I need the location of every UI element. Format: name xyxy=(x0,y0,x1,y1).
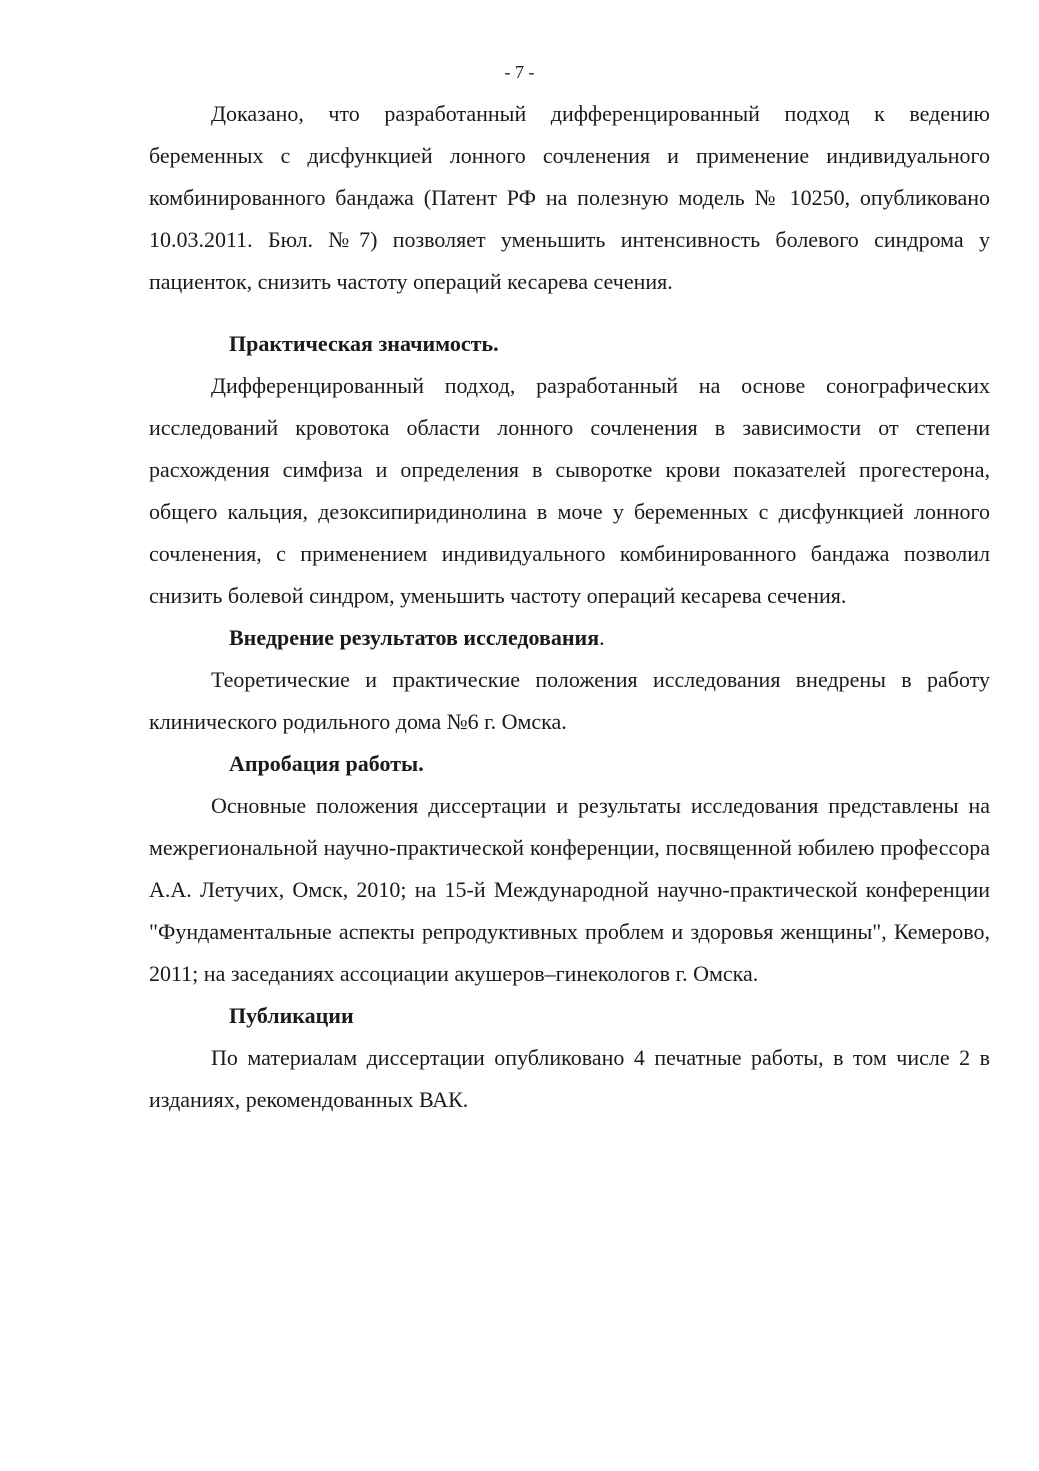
paragraph-approbation: Основные положения диссертации и результаты исследования представлены на межрегиональной научно-практической конференции, посвященной юбилею профессора А.А. Летучих, Омск, 2010; на 15-й Международной научно-практической конференции "Фундаментальные аспекты репродуктивных проблем и здоровья женщины", Кемерово, 2011; на заседаниях ассоциации акушеров–гинекологов г. Омска. xyxy=(149,793,990,986)
heading-implementation xyxy=(149,617,990,659)
heading-publications: Публикации xyxy=(229,1003,354,1028)
heading-implementation-text: Внедрение результатов исследования xyxy=(229,625,600,650)
paragraph-practical-significance: Дифференцированный подход, разработанный на основе сонографических исследований кровотока области лонного сочленения в зависимости от степени расхождения симфиза и определения в сыворотке крови показателей прогестерона, общего кальция, дезоксипиридинолина в моче у беременных с дисфункцией лонного сочленения, с применением индивидуального комбинированного бандажа позволил снизить болевой синдром, уменьшить частоту операций кесарева сечения. xyxy=(149,373,990,608)
paragraph-proven: Доказано, что разработанный дифференцированный подход к ведению беременных с дисфункцией лонного сочленения и применение индивидуального комбинированного бандажа (Патент РФ на полезную модель № 10250, опубликовано 10.03.2011. Бюл. №7) позволяет уменьшить интенсивность болевого синдрома у пациенток, снизить частоту операций кесарева сечения. xyxy=(149,101,990,294)
heading-implementation-period: . xyxy=(599,625,605,650)
paragraph-publications: По материалам диссертации опубликовано 4 печатные работы, в том числе 2 в изданиях, рекомендованных ВАК. xyxy=(149,1045,990,1112)
heading-approbation: Апробация работы. xyxy=(229,751,424,776)
heading-practical-significance: Практическая значимость. xyxy=(229,331,499,356)
spacer xyxy=(149,303,990,323)
document-body xyxy=(149,93,990,1121)
page-number: - 7 - xyxy=(504,62,535,82)
paragraph-implementation: Теоретические и практические положения исследования внедрены в работу клинического родильного дома №6 г. Омска. xyxy=(149,667,990,734)
